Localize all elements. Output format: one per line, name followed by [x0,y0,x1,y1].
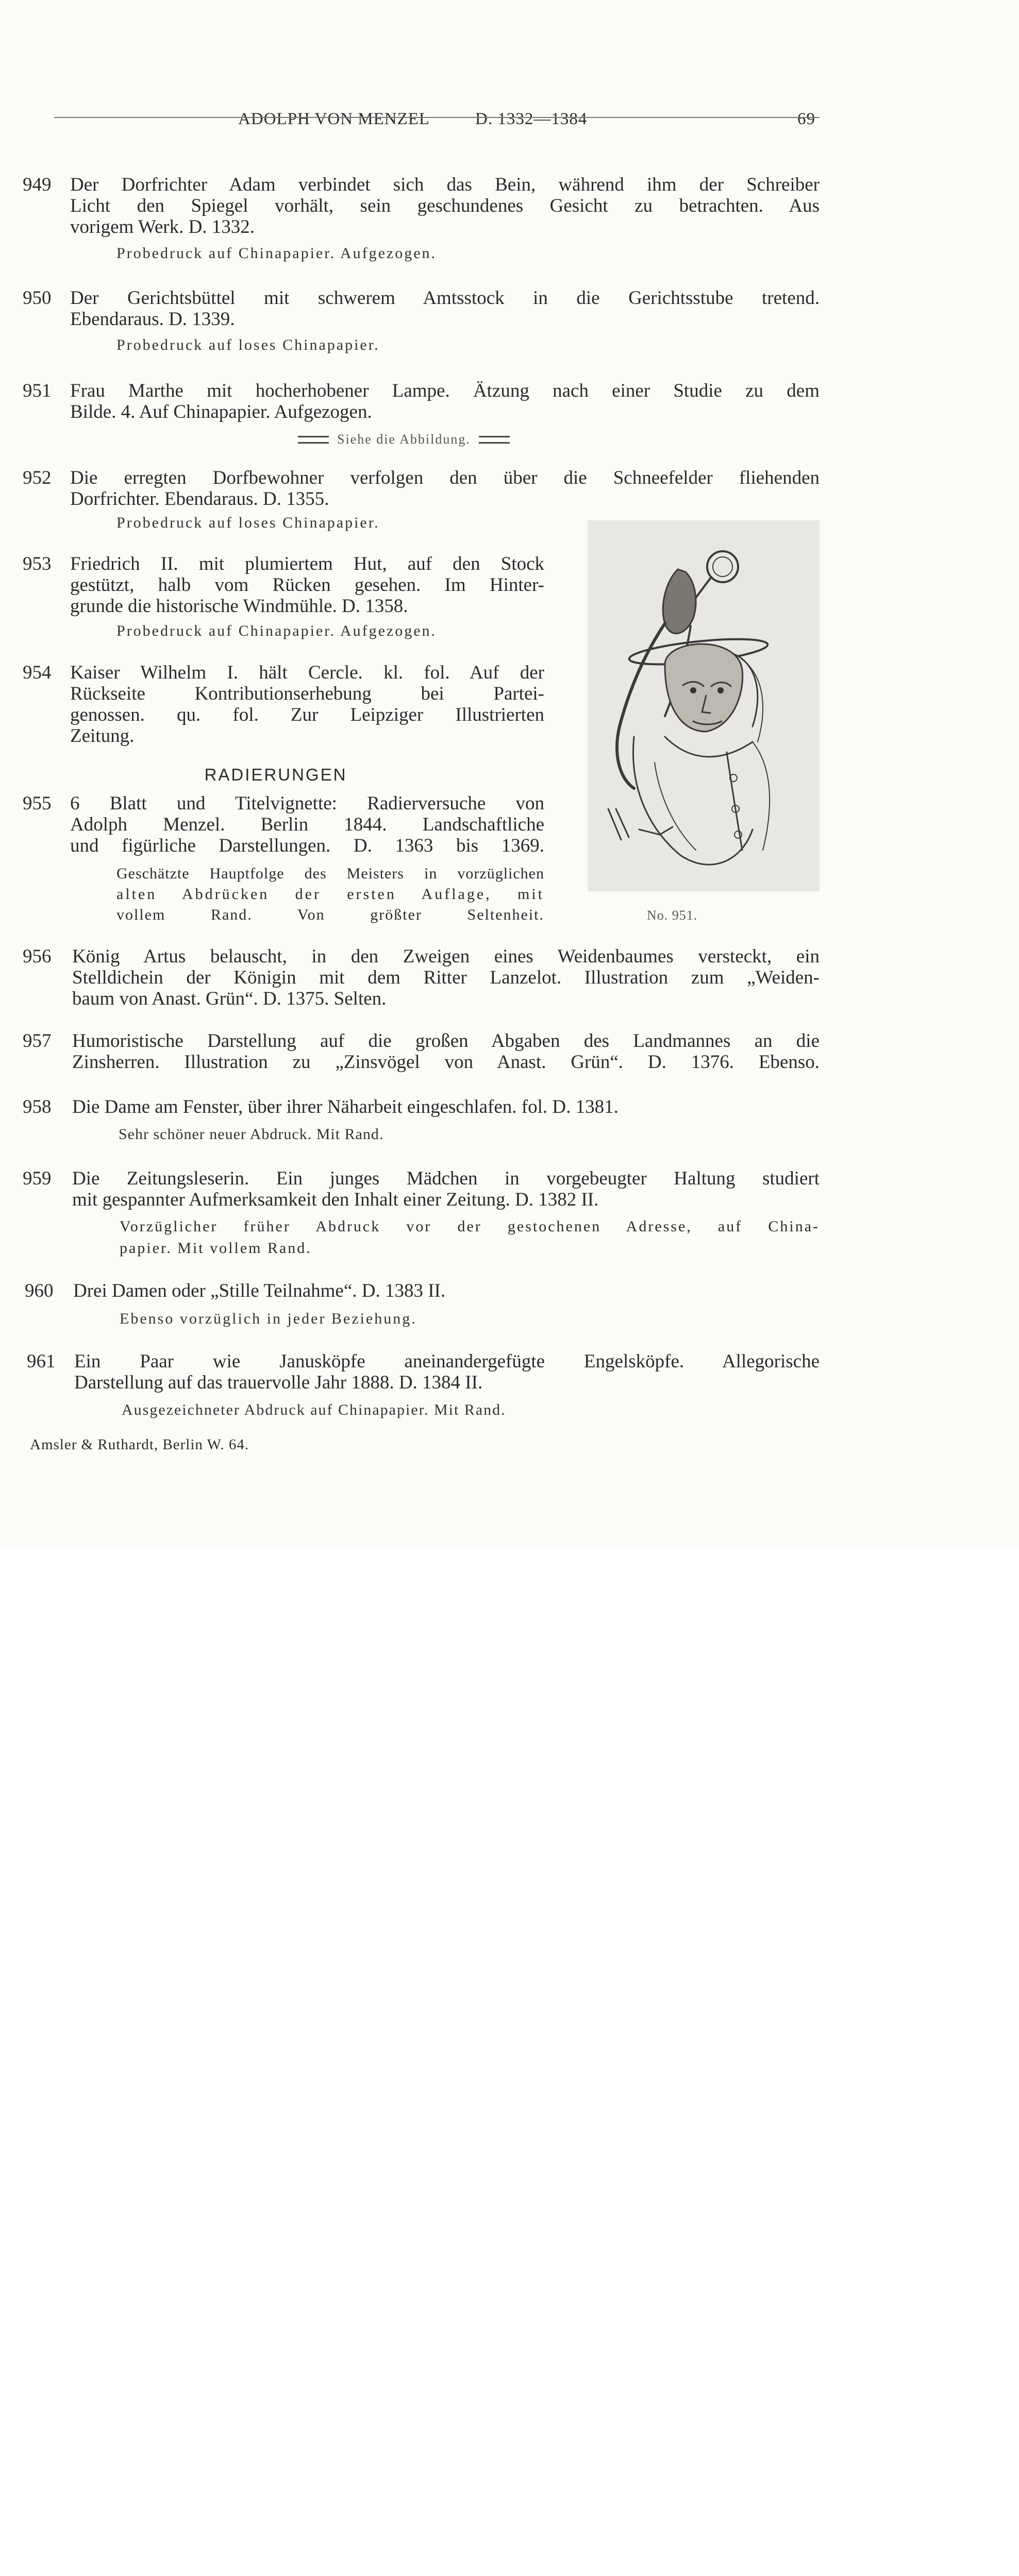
entry-text [70,380,820,422]
running-head-range: D. 1332—1384 [475,110,588,128]
entry-note: Probedruck auf loses Chinapapier. [116,514,380,531]
figure-caption: No. 951. [647,908,698,923]
digitization-footer [0,1546,1019,1630]
entry-note: Probedruck auf loses Chinapapier. [116,336,380,353]
entry-number: 953 [23,553,52,574]
entry-line: Ein Paar wie Janusköpfe aneinandergefügte Engelsköpfe. Allegorische [74,1351,820,1372]
entry-number: 960 [25,1280,54,1301]
entry-line: Darstellung auf das trauervolle Jahr 1888. D. 1384 II. [74,1372,483,1393]
entry-text [70,793,544,856]
entry-line: Der Gerichtsbüttel mit schwerem Amtsstock in die Gerichtsstube tretend. [70,287,820,309]
see-illustration-text: Siehe die Abbildung. [337,432,471,447]
entry-number: 957 [23,1030,52,1052]
double-rule-left [298,436,329,444]
entry-number: 954 [23,662,52,683]
entry-text [72,1168,820,1210]
see-illustration-note [298,432,510,447]
entry-line: vorigem Werk. D. 1332. [70,216,255,238]
double-rule-right [479,436,510,444]
entry-note-line: alten Abdrücken der ersten Auflage, mit [116,886,544,903]
entry-number: 949 [23,174,52,195]
entry-line: Humoristische Darstellung auf die großen Abgaben des Landmannes an die [72,1030,820,1052]
entry-note: Probedruck auf Chinapapier. Aufgezogen. [116,245,437,262]
entry-number: 951 [23,380,52,401]
entry-line: Adolph Menzel. Berlin 1844. Landschaftliche [70,814,544,835]
publisher-imprint: Amsler & Ruthardt, Berlin W. 64. [30,1436,249,1453]
entry-text [70,553,544,617]
entry-line: Dorfrichter. Ebendaraus. D. 1355. [70,488,329,510]
frau-marthe-etching-image [588,520,820,891]
entry-line: mit gespannter Aufmerksamkeit den Inhalt einer Zeitung. D. 1382 II. [72,1189,599,1210]
entry-text [73,1280,820,1301]
entry-line: Die erregten Dorfbewohner verfolgen den über die Schneefelder fliehenden [70,467,820,488]
entry-line: grunde die historische Windmühle. D. 1358. [70,596,408,617]
entry-line: Die Zeitungsleserin. Ein junges Mädchen in vorgebeugter Haltung studiert [72,1168,820,1189]
entry-line: Kaiser Wilhelm I. hält Cercle. kl. fol. Auf der [70,662,544,683]
entry-number: 961 [27,1351,56,1372]
running-head-title: ADOLPH VON MENZEL [238,110,430,128]
entry-note-block [116,863,544,925]
entry-line: König Artus belauscht, in den Zweigen eines Weidenbaumes versteckt, ein [72,946,820,967]
entry-line: Ebendaraus. D. 1339. [70,309,235,330]
entry-line: gestützt, halb vom Rücken gesehen. Im Hinter- [70,574,544,596]
entry-line: Der Dorfrichter Adam verbindet sich das Bein, während ihm der Schreiber [70,174,820,195]
entry-note-line: Geschätzte Hauptfolge des Meisters in vorzüglichen [116,865,544,882]
entry-number: 950 [23,287,52,309]
entry-line: Stelldichein der Königin mit dem Ritter Lanzelot. Illustration zum „Weiden- [72,967,820,988]
entry-line: Zinsherren. Illustration zu „Zinsvögel von Anast. Grün“. D. 1376. Ebenso. [72,1052,820,1073]
entry-text [70,467,820,510]
entry-note: Ebenso vorzüglich in jeder Beziehung. [120,1310,417,1327]
entry-number: 959 [23,1168,52,1189]
entry-line: Frau Marthe mit hocherhobener Lampe. Ätzung nach einer Studie zu dem [70,380,820,401]
entry-text [74,1351,820,1393]
entry-line: Rückseite Kontributionserhebung bei Partei- [70,683,544,704]
entry-text [70,174,820,238]
entry-text [72,1030,820,1073]
entry-line: 6 Blatt und Titelvignette: Radierversuche von [70,793,544,814]
header-rule [54,117,820,118]
entry-line: und figürliche Darstellungen. D. 1363 bis 1369. [70,835,544,856]
entry-line: Licht den Spiegel vorhält, sein geschundenes Gesicht zu betrachten. Aus [70,195,820,216]
entry-text [70,662,544,747]
entry-note-line: Vorzüglicher früher Abdruck vor der gestochenen Adresse, auf China- [120,1218,820,1235]
entry-number: 958 [23,1096,52,1117]
entry-note: Probedruck auf Chinapapier. Aufgezogen. [116,622,437,639]
entry-line: Bilde. 4. Auf Chinapapier. Aufgezogen. [70,401,372,422]
section-title-radierungen: RADIERUNGEN [204,765,347,784]
entry-line: Die Dame am Fenster, über ihrer Näharbeit eingeschlafen. fol. D. 1381. [72,1096,619,1117]
entry-text [72,1096,820,1117]
page-number: 69 [797,110,815,128]
entry-text [70,287,820,330]
entry-line: baum von Anast. Grün“. D. 1375. Selten. [72,988,387,1009]
entry-line: Zeitung. [70,725,135,747]
entry-number: 955 [23,793,52,814]
entry-note-line: vollem Rand. Von größter Seltenheit. [116,906,544,923]
etching-illustration [588,520,820,891]
entry-note-block [120,1216,820,1259]
entry-text [72,946,820,1009]
entry-line: Drei Damen oder „Stille Teilnahme“. D. 1383 II. [73,1280,446,1301]
entry-note: Ausgezeichneter Abdruck auf Chinapapier. Mit Rand. [122,1401,506,1418]
entry-note-line: papier. Mit vollem Rand. [120,1240,312,1257]
entry-line: Friedrich II. mit plumiertem Hut, auf den Stock [70,553,544,574]
entry-line: genossen. qu. fol. Zur Leipziger Illustrierten [70,704,544,725]
entry-number: 952 [23,467,52,488]
entry-note: Sehr schöner neuer Abdruck. Mit Rand. [119,1126,384,1143]
entry-number: 956 [23,946,52,967]
